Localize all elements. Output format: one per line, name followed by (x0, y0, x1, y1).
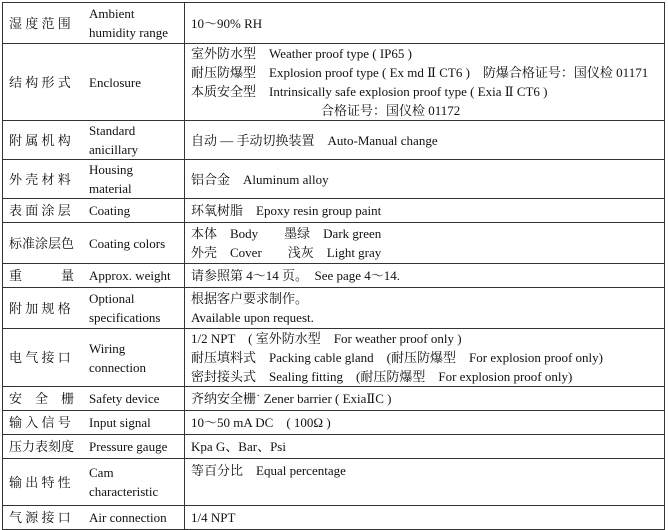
table-row (3, 435, 665, 459)
row-value (185, 411, 665, 435)
value-line: 外壳 Cover 浅灰 Light gray (191, 245, 382, 260)
table-row (3, 459, 665, 506)
label-en: Coating colors (89, 235, 166, 251)
value-line: 本体 Body 墨绿 Dark green (191, 226, 382, 241)
row-label (3, 121, 185, 160)
table-row (3, 329, 665, 387)
label-en: Enclosure (89, 74, 141, 90)
value-line: 自动 — 手动切换装置 Auto-Manual change (191, 132, 438, 148)
row-value (185, 506, 665, 530)
label-zh: 输 入 信 号 (9, 415, 71, 430)
label-en: Safety device (89, 391, 160, 406)
table-row (3, 506, 665, 530)
table-row (3, 44, 665, 121)
label-zh: 附 加 规 格 (9, 300, 71, 316)
value-line: 本质安全型 Intrinsically safe explosion proof type ( Exia Ⅱ CT6 ) (191, 84, 548, 99)
value-line: 10～50 mA DC ( 100Ω ) (191, 415, 331, 430)
value-line: 请参照第 4～14 页。 See page 4～14. (191, 268, 401, 283)
value-line: 根据客户要求制作。 (191, 291, 309, 306)
label-zh: 湿 度 范 围 (9, 15, 71, 31)
value-line: 合格证号：国仪检 01172 (191, 103, 461, 118)
label-zh: 表 面 涂 层 (9, 203, 71, 218)
row-value (185, 3, 665, 44)
row-value (185, 223, 665, 264)
value-line: 齐纳安全栅˙ Zener barrier ( ExiaⅡC ) (191, 391, 392, 406)
value-line: 环氧树脂 Epoxy resin group paint (191, 203, 382, 218)
row-value (185, 199, 665, 223)
table-row (3, 223, 665, 264)
label-zh: 附 属 机 构 (9, 132, 71, 148)
value-line: 铝合金 Aluminum alloy (191, 171, 329, 187)
value-line: 耐压防爆型 Explosion proof type ( Ex md Ⅱ CT6 ) 防爆合格证号：国仪检 01171 (191, 65, 649, 80)
value-line: 密封接头式 Sealing fitting (耐压防爆型 For explosion proof only) (191, 369, 573, 384)
specification-table (2, 2, 665, 530)
row-value (185, 264, 665, 288)
label-zh: 压力表刻度 (9, 439, 75, 454)
label-zh: 安 全 栅 (9, 391, 75, 406)
table-row (3, 387, 665, 411)
table-row (3, 199, 665, 223)
row-value (185, 288, 665, 329)
label-en: Ambient humidity range (89, 6, 169, 40)
row-label (3, 44, 185, 121)
row-label (3, 329, 185, 387)
label-zh: 输 出 特 性 (9, 474, 71, 490)
row-value (185, 121, 665, 160)
row-label (3, 264, 185, 288)
label-zh: 标准涂层色 (9, 235, 75, 251)
row-label (3, 387, 185, 411)
label-zh: 电 气 接 口 (9, 350, 71, 365)
table-row (3, 288, 665, 329)
row-label (3, 506, 185, 530)
label-en: Input signal (89, 415, 151, 430)
label-en: Wiring connection (89, 340, 147, 375)
label-zh: 外 壳 材 料 (9, 171, 71, 187)
label-en: Approx. weight (89, 268, 171, 283)
label-en: Air connection (89, 510, 167, 525)
value-line: 耐压填料式 Packing cable gland (耐压防爆型 For explosion proof only) (191, 350, 603, 365)
row-value (185, 387, 665, 411)
row-label (3, 160, 185, 199)
row-value (185, 44, 665, 121)
table-row (3, 160, 665, 199)
label-en: Standard anicillary (89, 123, 139, 157)
label-en: Cam characteristic (89, 465, 159, 499)
table-row (3, 411, 665, 435)
value-line: 1/4 NPT (191, 510, 236, 525)
row-label (3, 223, 185, 264)
row-value (185, 160, 665, 199)
value-line: 10～90% RH (191, 15, 263, 31)
row-value (185, 435, 665, 459)
row-label (3, 411, 185, 435)
table-row (3, 264, 665, 288)
label-zh: 气 源 接 口 (9, 510, 71, 525)
row-label (3, 3, 185, 44)
row-value (185, 459, 665, 506)
row-value (185, 329, 665, 387)
row-label (3, 435, 185, 459)
table-row (3, 3, 665, 44)
label-zh: 重 量 (9, 268, 75, 283)
table-row (3, 121, 665, 160)
value-line: 1/2 NPT ( 室外防水型 For weather proof only ) (191, 331, 462, 346)
label-en: Housing material (89, 162, 134, 196)
value-line: Available upon request. (191, 310, 314, 325)
label-en: Pressure gauge (89, 439, 168, 454)
value-line: 室外防水型 Weather proof type ( IP65 ) (191, 46, 412, 61)
row-label (3, 459, 185, 506)
row-label (3, 288, 185, 329)
label-en: Coating (89, 203, 131, 218)
label-zh: 结 构 形 式 (9, 74, 71, 90)
label-en: Optional specifications (89, 291, 161, 325)
value-line: 等百分比 Equal percentage (191, 463, 346, 478)
value-line: Kpa G、Bar、Psi (191, 439, 286, 454)
row-label (3, 199, 185, 223)
